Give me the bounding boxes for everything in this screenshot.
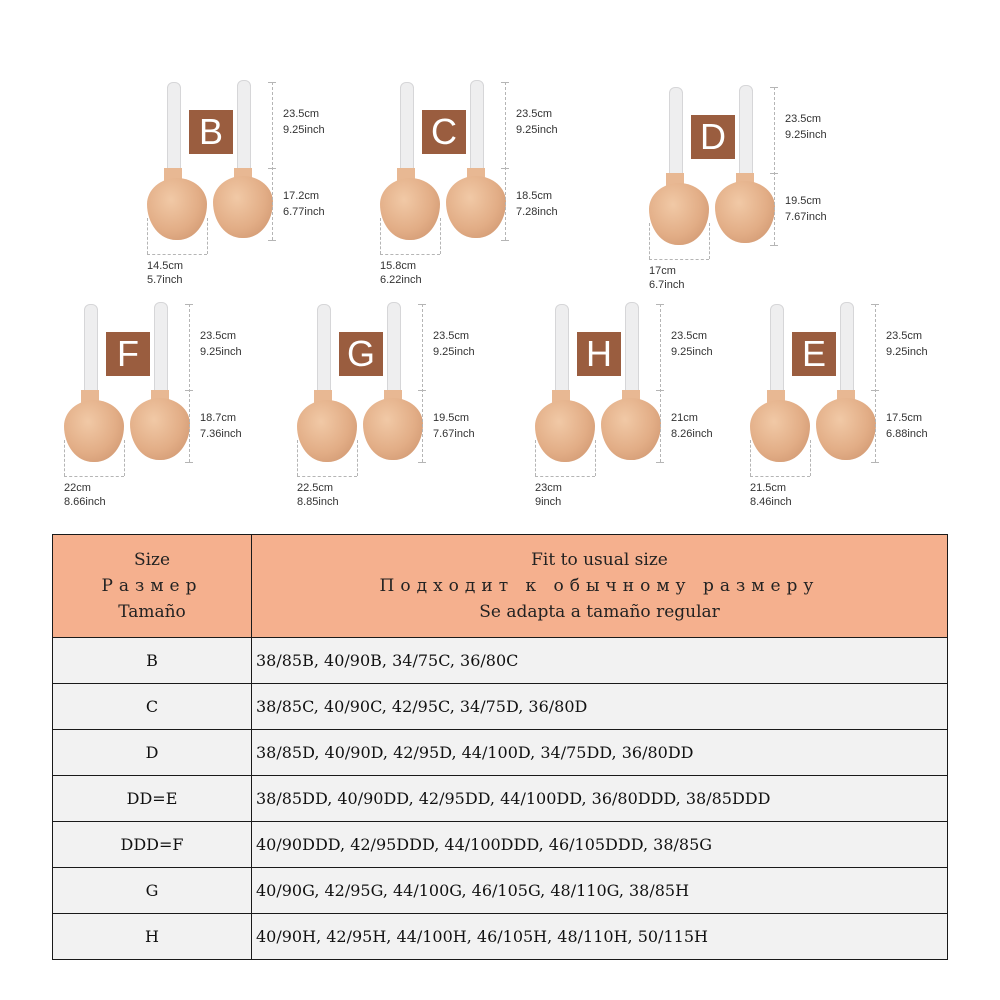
height-measure-line xyxy=(875,304,876,462)
fit-header-es: Se adapta a tamaño regular xyxy=(479,602,720,622)
bulb-width-inch: 8.66inch xyxy=(64,496,106,508)
size-figure-c xyxy=(378,78,618,308)
bulb-width-cm: 15.8cm xyxy=(380,260,417,272)
size-cell: D xyxy=(53,730,252,776)
total-height-cm: 23.5cm xyxy=(283,108,320,120)
pump-bulb xyxy=(363,398,423,460)
size-figure-e xyxy=(748,300,988,530)
width-measure-line xyxy=(64,476,124,477)
width-measure-line xyxy=(147,254,207,255)
pump-stick xyxy=(167,82,181,172)
total-height-inch: 9.25inch xyxy=(516,124,558,136)
measure-tick xyxy=(656,304,664,305)
measure-tick xyxy=(501,168,509,169)
width-measure-line xyxy=(297,476,357,477)
size-chart-table xyxy=(52,534,948,960)
pump-stick xyxy=(470,80,484,172)
table-row xyxy=(53,730,948,776)
measure-tick xyxy=(501,240,509,241)
pump-bulb xyxy=(649,183,709,245)
bulb-width-inch: 5.7inch xyxy=(147,274,183,286)
width-measure-end xyxy=(595,440,596,476)
width-measure-end xyxy=(535,440,536,476)
total-height-cm: 23.5cm xyxy=(785,113,822,125)
bulb-width-cm: 21.5cm xyxy=(750,482,787,494)
width-measure-line xyxy=(535,476,595,477)
pump-bulb xyxy=(750,400,810,462)
size-badge: E xyxy=(792,332,836,376)
pump-stick xyxy=(154,302,168,394)
width-measure-end xyxy=(357,440,358,476)
measure-tick xyxy=(418,304,426,305)
bulb-height-inch: 7.67inch xyxy=(785,211,827,223)
height-measure-line xyxy=(660,304,661,462)
fit-cell: 38/85C, 40/90C, 42/95C, 34/75D, 36/80D xyxy=(252,684,948,730)
total-height-inch: 9.25inch xyxy=(785,129,827,141)
size-badge: C xyxy=(422,110,466,154)
fit-cell: 38/85D, 40/90D, 42/95D, 44/100D, 34/75DD, 36/80DD xyxy=(252,730,948,776)
size-badge: F xyxy=(106,332,150,376)
height-measure-line xyxy=(505,82,506,240)
size-cell: C xyxy=(53,684,252,730)
measure-tick xyxy=(770,87,778,88)
fit-cell: 40/90H, 42/95H, 44/100H, 46/105H, 48/110H, 50/115H xyxy=(252,914,948,960)
fit-cell: 38/85DD, 40/90DD, 42/95DD, 44/100DD, 36/80DDD, 38/85DDD xyxy=(252,776,948,822)
measure-tick xyxy=(268,168,276,169)
bulb-height-inch: 7.67inch xyxy=(433,428,475,440)
fit-cell: 40/90DDD, 42/95DDD, 44/100DDD, 46/105DDD, 38/85G xyxy=(252,822,948,868)
width-measure-end xyxy=(380,218,381,254)
fit-cell: 40/90G, 42/95G, 44/100G, 46/105G, 48/110G, 38/85H xyxy=(252,868,948,914)
bulb-height-inch: 8.26inch xyxy=(671,428,713,440)
pump-bulb xyxy=(380,178,440,240)
bulb-height-inch: 6.77inch xyxy=(283,206,325,218)
height-measure-line xyxy=(774,87,775,245)
total-height-inch: 9.25inch xyxy=(283,124,325,136)
bulb-width-inch: 6.7inch xyxy=(649,279,685,291)
bulb-height-cm: 21cm xyxy=(671,412,698,424)
size-cell: G xyxy=(53,868,252,914)
total-height-inch: 9.25inch xyxy=(200,346,242,358)
size-cell: B xyxy=(53,638,252,684)
pump-bulb xyxy=(535,400,595,462)
bulb-height-cm: 18.7cm xyxy=(200,412,237,424)
bulb-height-cm: 19.5cm xyxy=(785,195,822,207)
width-measure-end xyxy=(750,440,751,476)
pump-bulb xyxy=(130,398,190,460)
size-column-header xyxy=(53,535,252,638)
table-row xyxy=(53,822,948,868)
pump-stick xyxy=(625,302,639,394)
measure-tick xyxy=(770,245,778,246)
bulb-width-inch: 8.46inch xyxy=(750,496,792,508)
pump-bulb xyxy=(601,398,661,460)
bulb-height-cm: 17.5cm xyxy=(886,412,923,424)
size-header-ru: Размер xyxy=(101,576,203,596)
pump-bulb xyxy=(816,398,876,460)
measure-tick xyxy=(418,462,426,463)
measure-tick xyxy=(871,462,879,463)
pump-bulb xyxy=(64,400,124,462)
pump-stick xyxy=(669,87,683,177)
pump-bulb xyxy=(147,178,207,240)
measure-tick xyxy=(770,173,778,174)
height-measure-line xyxy=(189,304,190,462)
width-measure-end xyxy=(207,218,208,254)
measure-tick xyxy=(656,390,664,391)
pump-bulb xyxy=(715,181,775,243)
width-measure-end xyxy=(810,440,811,476)
measure-tick xyxy=(185,390,193,391)
width-measure-end xyxy=(124,440,125,476)
total-height-cm: 23.5cm xyxy=(433,330,470,342)
width-measure-end xyxy=(64,440,65,476)
total-height-inch: 9.25inch xyxy=(886,346,928,358)
size-cell: DD=E xyxy=(53,776,252,822)
size-figure-g xyxy=(295,300,535,530)
bulb-width-inch: 9inch xyxy=(535,496,562,508)
total-height-cm: 23.5cm xyxy=(886,330,923,342)
fit-cell: 38/85B, 40/90B, 34/75C, 36/80C xyxy=(252,638,948,684)
bulb-width-cm: 22cm xyxy=(64,482,91,494)
bulb-width-cm: 22.5cm xyxy=(297,482,334,494)
pump-bulb xyxy=(213,176,273,238)
table-header-row xyxy=(53,535,948,638)
measure-tick xyxy=(185,462,193,463)
table-row xyxy=(53,684,948,730)
width-measure-end xyxy=(709,223,710,259)
total-height-inch: 9.25inch xyxy=(433,346,475,358)
table-row xyxy=(53,914,948,960)
fit-header-ru: Подходит к обычному размеру xyxy=(379,576,820,596)
pump-stick xyxy=(555,304,569,394)
width-measure-end xyxy=(440,218,441,254)
measure-tick xyxy=(185,304,193,305)
total-height-cm: 23.5cm xyxy=(671,330,708,342)
total-height-cm: 23.5cm xyxy=(200,330,237,342)
width-measure-end xyxy=(297,440,298,476)
size-badge: G xyxy=(339,332,383,376)
bulb-height-inch: 7.36inch xyxy=(200,428,242,440)
size-header-es: Tamaño xyxy=(118,602,186,622)
size-badge: D xyxy=(691,115,735,159)
bulb-height-cm: 18.5cm xyxy=(516,190,553,202)
size-badge: B xyxy=(189,110,233,154)
pump-stick xyxy=(317,304,331,394)
measure-tick xyxy=(501,82,509,83)
bulb-height-cm: 17.2cm xyxy=(283,190,320,202)
table-row xyxy=(53,638,948,684)
measure-tick xyxy=(871,304,879,305)
bulb-width-cm: 17cm xyxy=(649,265,676,277)
bulb-width-cm: 14.5cm xyxy=(147,260,184,272)
total-height-cm: 23.5cm xyxy=(516,108,553,120)
bulb-height-cm: 19.5cm xyxy=(433,412,470,424)
width-measure-end xyxy=(147,218,148,254)
bulb-width-inch: 6.22inch xyxy=(380,274,422,286)
fit-column-header xyxy=(252,535,948,638)
pump-stick xyxy=(770,304,784,394)
bulb-height-inch: 7.28inch xyxy=(516,206,558,218)
size-figure-h xyxy=(533,300,773,530)
pump-bulb xyxy=(446,176,506,238)
height-measure-line xyxy=(272,82,273,240)
pump-stick xyxy=(387,302,401,394)
bulb-height-inch: 6.88inch xyxy=(886,428,928,440)
size-header-en: Size xyxy=(133,550,171,570)
width-measure-line xyxy=(750,476,810,477)
measure-tick xyxy=(268,82,276,83)
pump-stick xyxy=(84,304,98,394)
measure-tick xyxy=(656,462,664,463)
measure-tick xyxy=(418,390,426,391)
pump-stick xyxy=(400,82,414,172)
size-badge: H xyxy=(577,332,621,376)
measure-tick xyxy=(871,390,879,391)
size-figure-f xyxy=(62,300,302,530)
pump-stick xyxy=(739,85,753,177)
height-measure-line xyxy=(422,304,423,462)
fit-header-en: Fit to usual size xyxy=(531,550,668,570)
measure-tick xyxy=(268,240,276,241)
bulb-width-cm: 23cm xyxy=(535,482,562,494)
size-cell: H xyxy=(53,914,252,960)
pump-stick xyxy=(840,302,854,394)
size-cell: DDD=F xyxy=(53,822,252,868)
pump-stick xyxy=(237,80,251,172)
total-height-inch: 9.25inch xyxy=(671,346,713,358)
width-measure-end xyxy=(649,223,650,259)
table-row xyxy=(53,776,948,822)
width-measure-line xyxy=(649,259,709,260)
width-measure-line xyxy=(380,254,440,255)
table-row xyxy=(53,868,948,914)
size-figure-d xyxy=(647,83,887,313)
pump-bulb xyxy=(297,400,357,462)
size-figure-b xyxy=(145,78,385,308)
bulb-width-inch: 8.85inch xyxy=(297,496,339,508)
